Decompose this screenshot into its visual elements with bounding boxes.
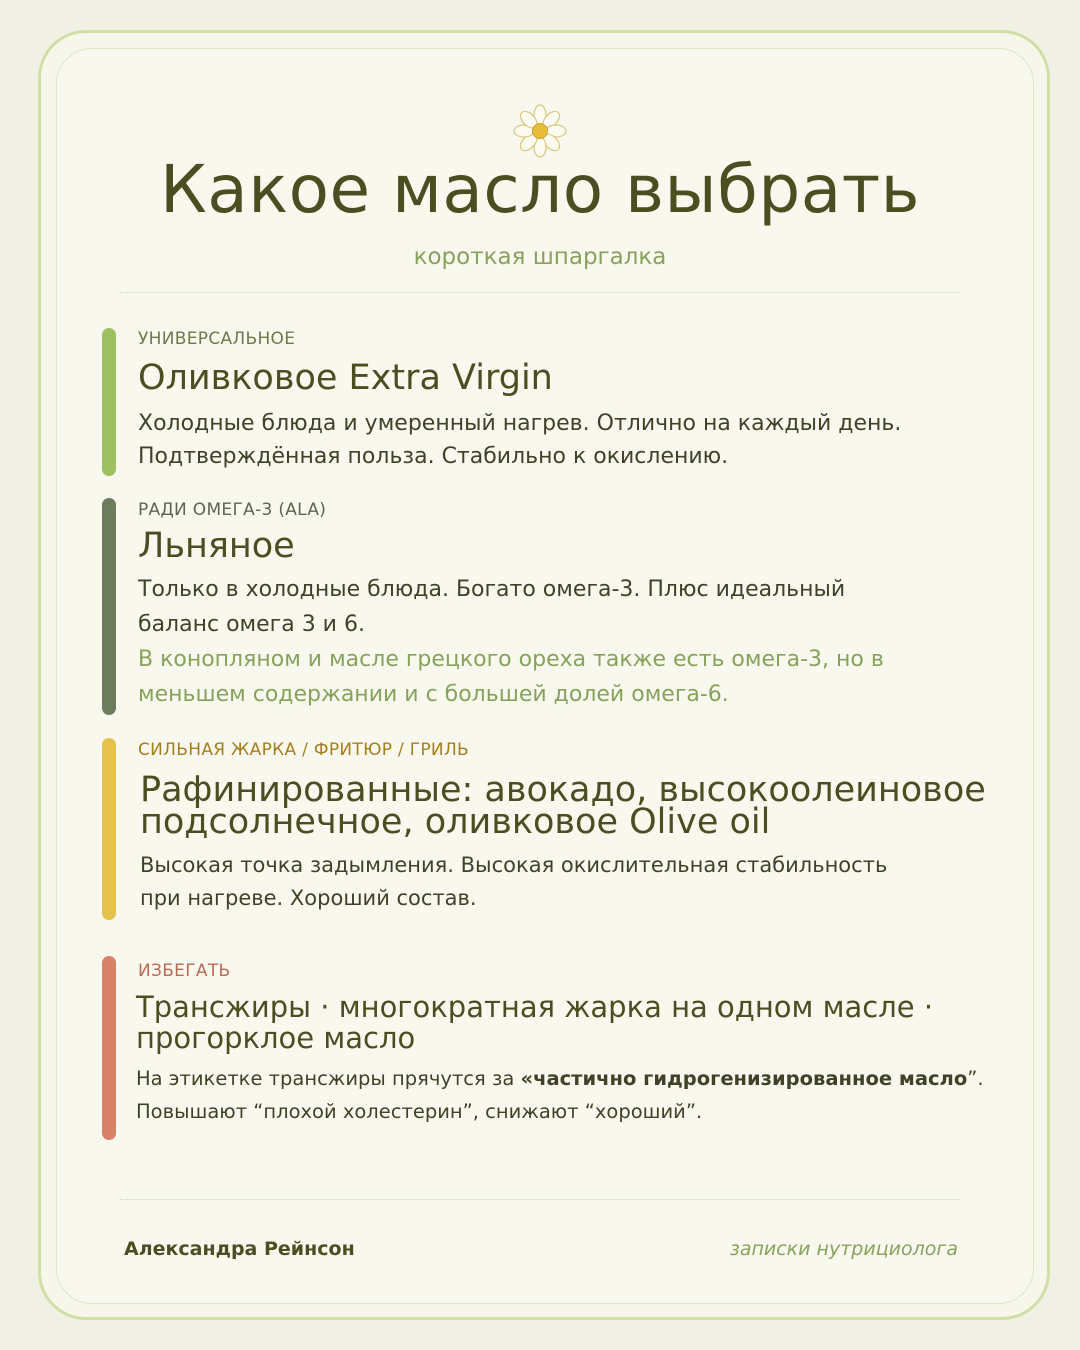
section-title-line: Рафинированные: авокадо, высокоолеиновое (140, 770, 986, 810)
section-text-line: Только в холодные блюда. Богато омега-3. Плюс идеальный (138, 577, 846, 602)
section-title: Льняное (138, 526, 295, 566)
section-text-line: Холодные блюда и умеренный нагрев. Отлично на каждый день. (138, 411, 902, 436)
section-note-line: В конопляном и масле грецкого ореха также есть омега-3, но в (138, 647, 884, 672)
text-plain: На этикетке трансжиры прячутся за (136, 1067, 521, 1090)
accent-bar-universal (102, 328, 116, 476)
section-title-line: подсолнечное, оливковое Olive oil (140, 802, 771, 842)
page-title: Какое масло выбрать (159, 151, 921, 228)
page-subtitle: короткая шпаргалка (413, 244, 667, 270)
text-plain: ”. (967, 1067, 984, 1090)
section-text-line (136, 1063, 984, 1095)
text-emphasis: «частично гидрогенизированное масло (520, 1067, 968, 1090)
accent-bar-avoid (102, 956, 116, 1140)
bottom-divider (120, 1199, 960, 1200)
section-text-line: Повышают “плохой холестерин”, снижают “хороший”. (136, 1100, 703, 1123)
accent-bar-omega (102, 498, 116, 715)
section-tag: ИЗБЕГАТЬ (138, 961, 231, 981)
section-tag: УНИВЕРСАЛЬНОЕ (138, 329, 296, 349)
section-text-line: Высокая точка задымления. Высокая окислительная стабильность (140, 853, 888, 877)
section-title-line: прогорклое масло (136, 1021, 416, 1055)
author-name: Александра Рейнсон (124, 1238, 355, 1260)
section-tag: СИЛЬНАЯ ЖАРКА / ФРИТЮР / ГРИЛЬ (138, 740, 469, 760)
section-tag: РАДИ ОМЕГА-3 (ALA) (138, 500, 327, 520)
section-text-line: баланс омега 3 и 6. (138, 612, 365, 637)
section-title-line: Трансжиры · многократная жарка на одном масле · (136, 990, 934, 1024)
footer-signature: записки нутрициолога (729, 1238, 958, 1260)
accent-bar-frying (102, 738, 116, 920)
top-divider (120, 292, 960, 293)
section-note-line: меньшем содержании и с большей долей омега-6. (138, 682, 729, 707)
section-title: Оливковое Extra Virgin (138, 358, 553, 398)
section-text-line: Подтверждённая польза. Стабильно к окислению. (138, 444, 729, 469)
section-text-line: при нагреве. Хороший состав. (140, 886, 477, 910)
